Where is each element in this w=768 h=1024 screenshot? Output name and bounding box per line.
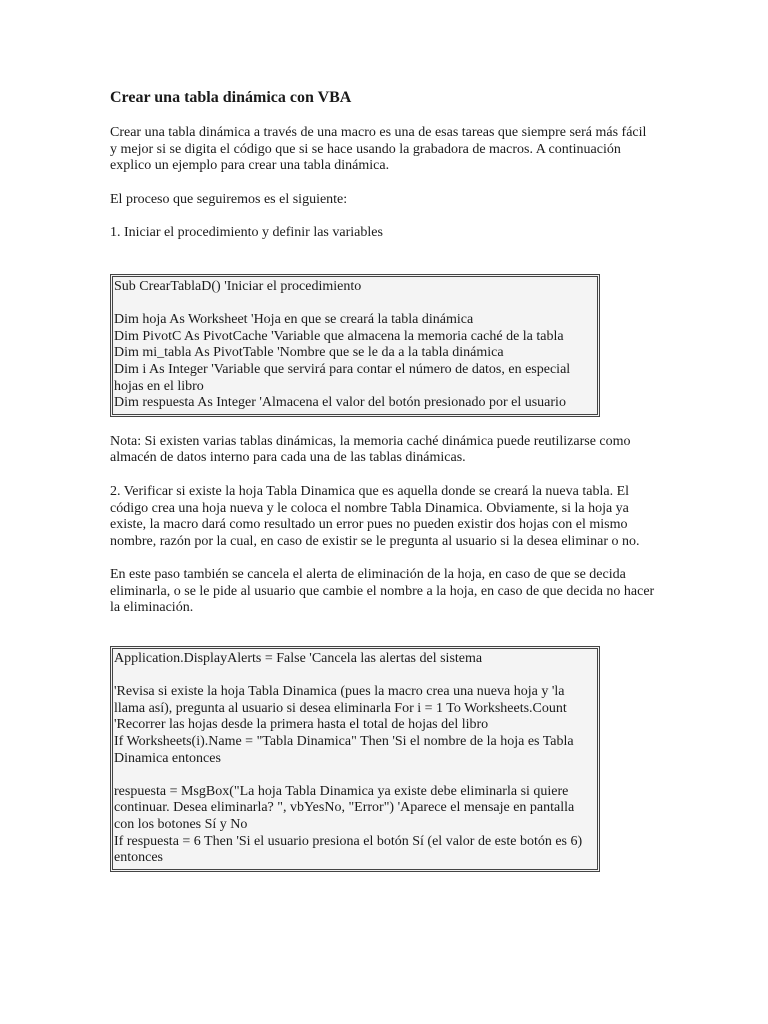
code-blank-line — [114, 668, 595, 685]
code-blank-line — [114, 767, 595, 784]
document-title: Crear una tabla dinámica con VBA — [110, 89, 352, 106]
code-line: Application.DisplayAlerts = False 'Cancela las alertas del sistema — [114, 651, 483, 667]
step-2-paragraph: 2. Verificar si existe la hoja Tabla Dinamica que es aquella donde se creará la nueva tabla. El código crea una hoja nueva y le coloca el nombre Tabla Dinamica. Obviamente, si la hoja ya existe, la macro dará como resultado un error pues no pueden existir dos hojas con el mismo nombre, razón por la cual, en caso de existir se le pregunta al usuario si la desea eliminar o no. — [110, 483, 640, 549]
intro-paragraph: Crear una tabla dinámica a través de una macro es una de esas tareas que siempre será más fácil y mejor si se digita el código que si se hace usando la grabadora de macros. A continuación explico un ejemplo para crear una tabla dinámica. — [110, 125, 647, 174]
step-1-paragraph: 1. Iniciar el procedimiento y definir las variables — [110, 225, 383, 241]
code-line: If Worksheets(i).Name = "Tabla Dinamica" Then 'Si el nombre de la hoja es Tabla Dinamica entonces — [114, 734, 574, 766]
document-body — [110, 88, 655, 889]
code-line: If respuesta = 6 Then 'Si el usuario presiona el botón Sí (el valor de este botón es 6) entonces — [114, 833, 583, 866]
code-line: Dim i As Integer 'Variable que servirá para contar el número de datos, en especial hojas en el libro — [114, 361, 571, 394]
process-intro-paragraph: El proceso que seguiremos es el siguiente: — [110, 191, 348, 207]
code-line: Dim PivotC As PivotCache 'Variable que almacena la memoria caché de la tabla — [114, 328, 564, 344]
code-line: Dim hoja As Worksheet 'Hoja en que se creará la tabla dinámica — [114, 312, 474, 328]
step-2-detail-paragraph: En este paso también se cancela el alerta de eliminación de la hoja, en caso de que se decida eliminarla, o se le pide al usuario que cambie el nombre a la hoja, en caso de que decida no hacer la eliminación. — [110, 567, 655, 616]
code-blank-line — [114, 296, 595, 313]
code-line: Dim mi_tabla As PivotTable 'Nombre que se le da a la tabla dinámica — [114, 345, 504, 361]
note-paragraph: Nota: Si existen varias tablas dinámicas, la memoria caché dinámica puede reutilizarse como almacén de datos interno para cada una de las tablas dinámicas. — [110, 433, 631, 466]
code-line: 'Revisa si existe la hoja Tabla Dinamica (pues la macro crea una nueva hoja y 'la llama así), pregunta al usuario si desea eliminarla For i = 1 To Worksheets.Count 'Recorrer las hojas desde la primera hasta el total de hojas del libro — [114, 684, 567, 733]
code-line: respuesta = MsgBox("La hoja Tabla Dinamica ya existe debe eliminarla si quiere continuar. Desea eliminarla? ", vbYesNo, "Error") 'Aparece el mensaje en pantalla con los botones Sí y No — [114, 783, 575, 832]
code-block-2 — [110, 646, 600, 872]
code-line: Sub CrearTablaD() 'Iniciar el procedimiento — [114, 278, 362, 294]
code-block-1 — [110, 274, 600, 417]
code-line: Dim respuesta As Integer 'Almacena el valor del botón presionado por el usuario — [114, 395, 566, 411]
